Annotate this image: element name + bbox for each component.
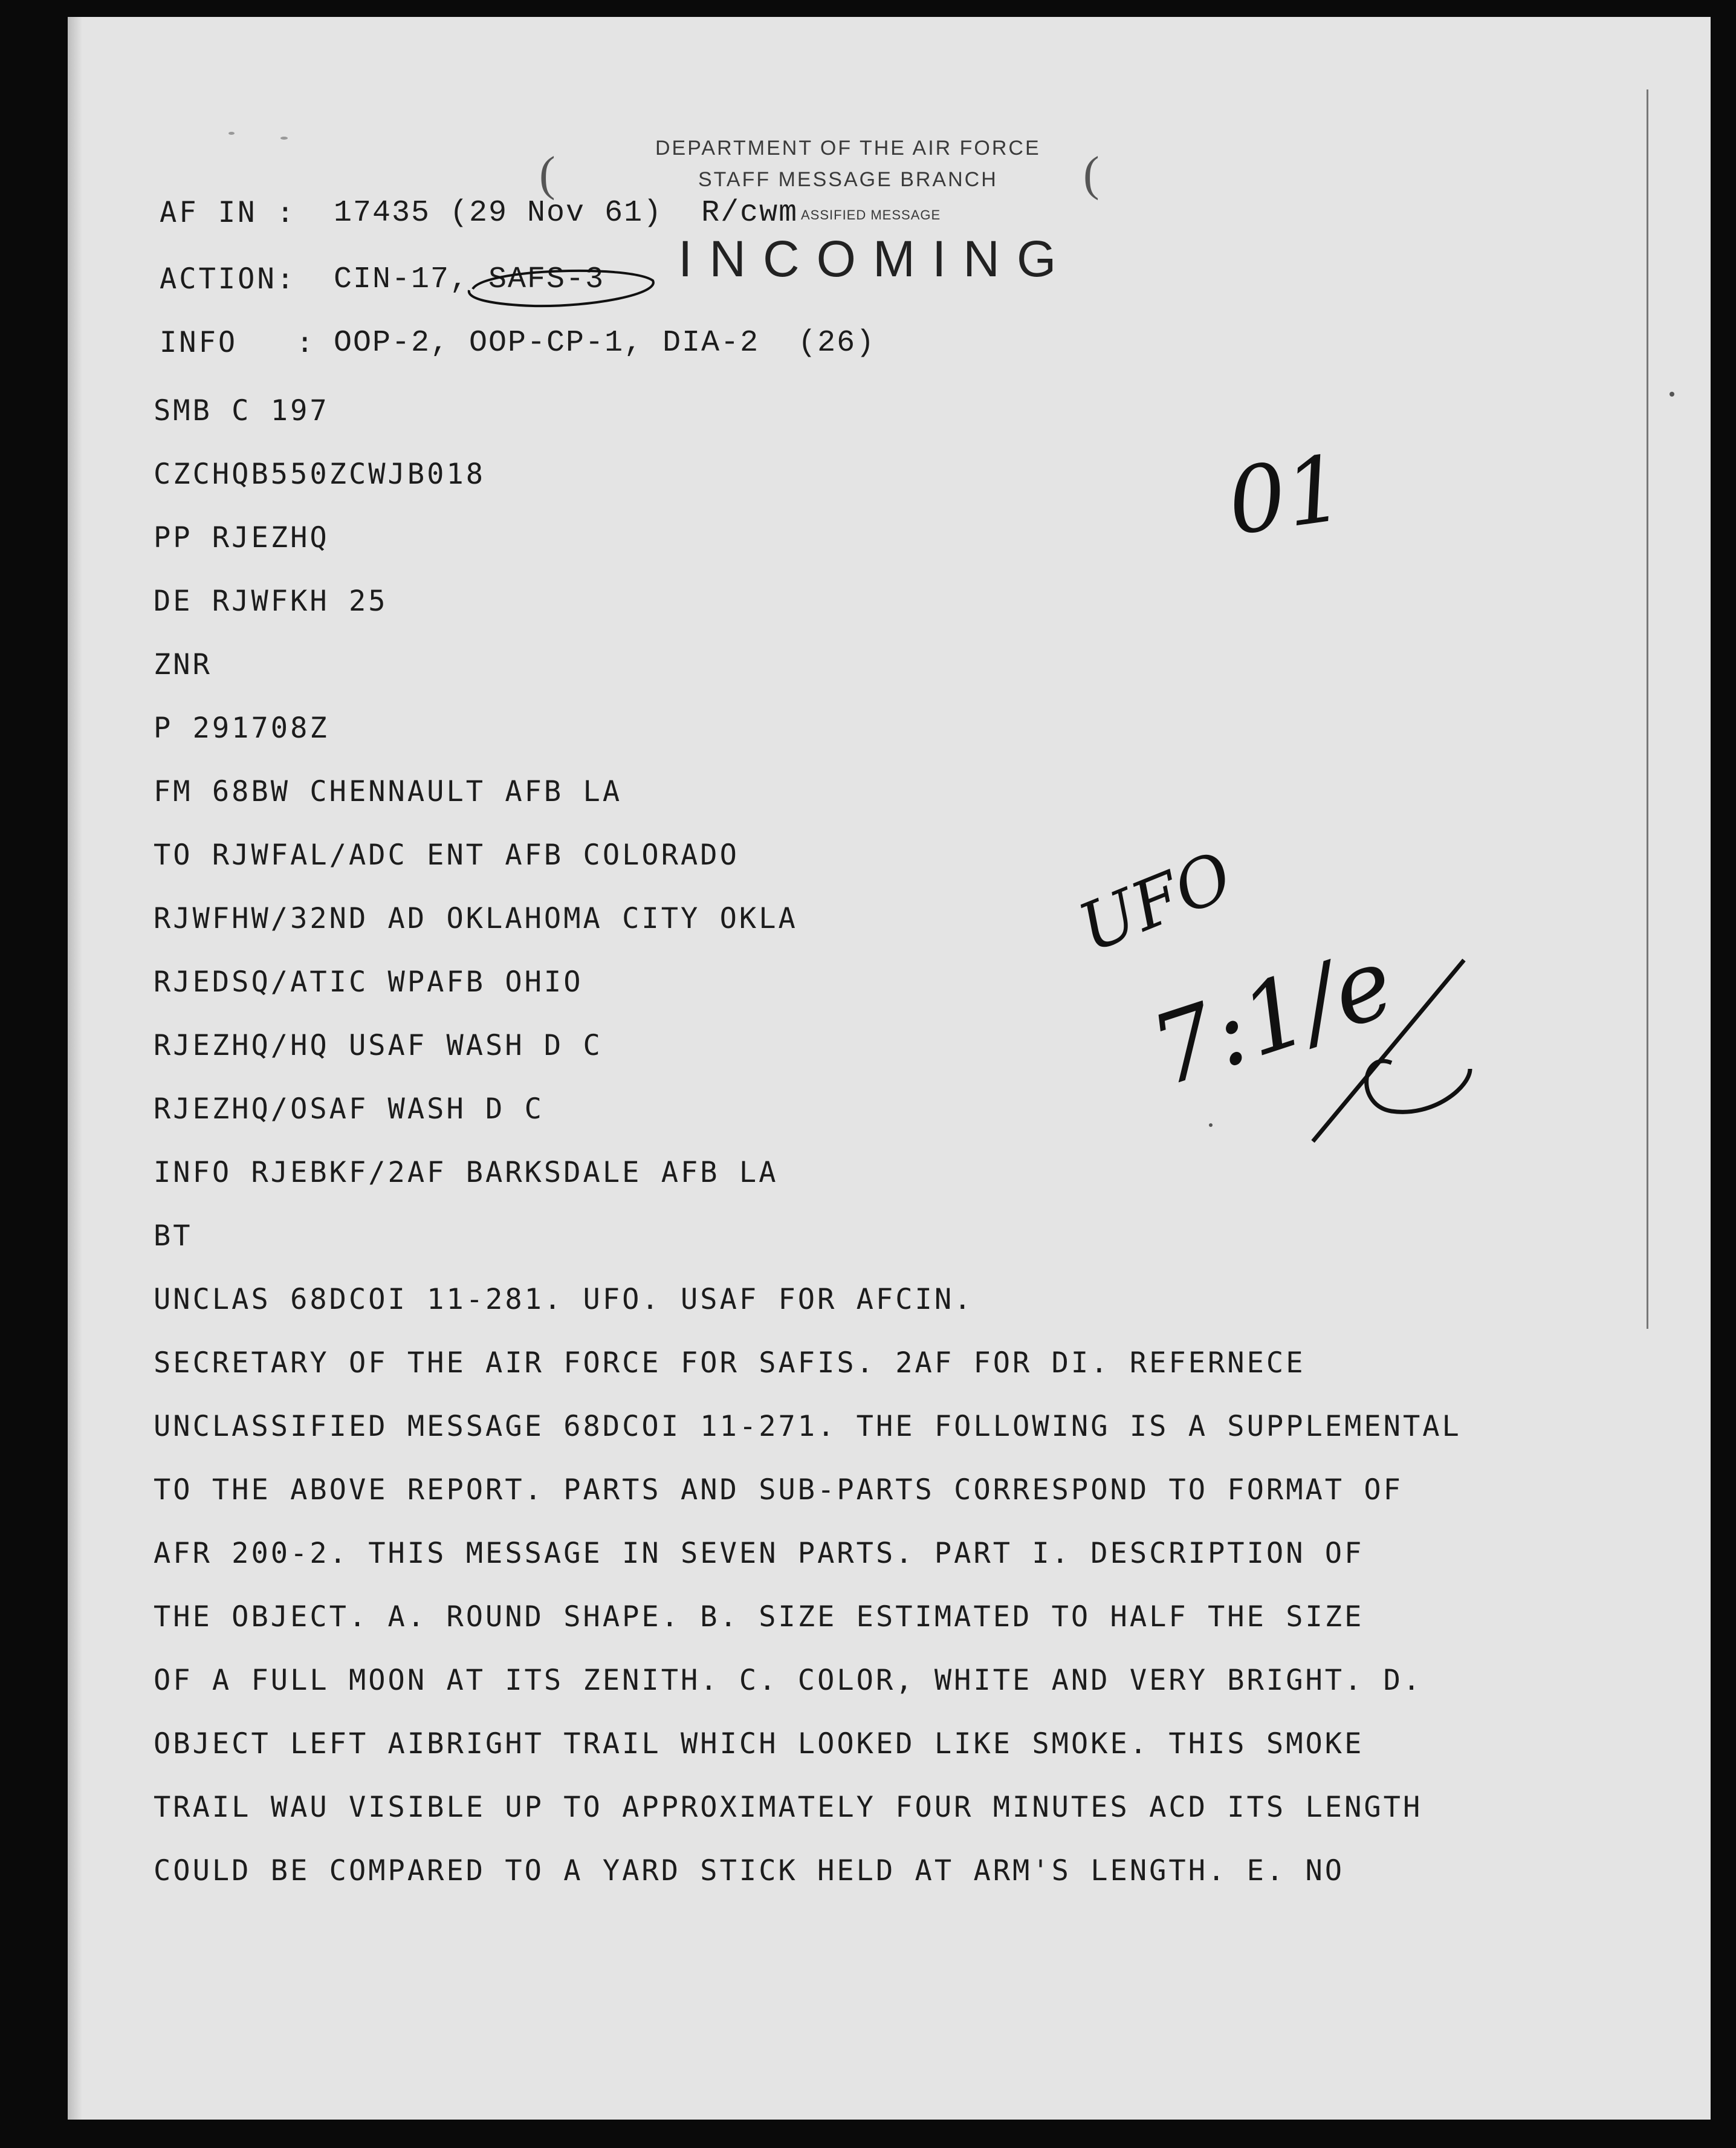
- branch-heading: STAFF MESSAGE BRANCH: [698, 168, 998, 191]
- handwritten-swirl-mark: [1289, 948, 1482, 1153]
- message-line: RJWFHW/32ND AD OKLAHOMA CITY OKLA: [154, 902, 798, 935]
- message-line: AFR 200-2. THIS MESSAGE IN SEVEN PARTS. PART I. DESCRIPTION OF: [154, 1537, 1364, 1570]
- handwritten-circle-mark: [461, 264, 660, 311]
- message-line: BT: [154, 1219, 193, 1253]
- af-in-value: 17435 (29 Nov 61) R/cwm: [334, 196, 798, 230]
- message-line: INFO RJEBKF/2AF BARKSDALE AFB LA: [154, 1156, 779, 1189]
- message-line: P 291708Z: [154, 712, 329, 745]
- message-line: DE RJWFKH 25: [154, 585, 388, 618]
- info-label: INFO :: [160, 326, 316, 359]
- right-bracket-mark: (: [1083, 148, 1100, 201]
- message-line: CZCHQB550ZCWJB018: [154, 458, 486, 491]
- handwritten-ufo-note: UFO: [1068, 837, 1243, 967]
- scan-speck: [228, 132, 235, 135]
- department-heading: DEPARTMENT OF THE AIR FORCE: [655, 137, 1041, 160]
- message-line: OF A FULL MOON AT ITS ZENITH. C. COLOR, WHITE AND VERY BRIGHT. D.: [154, 1664, 1423, 1697]
- left-bracket-mark: (: [539, 148, 555, 201]
- message-line: OBJECT LEFT AIBRIGHT TRAIL WHICH LOOKED LIKE SMOKE. THIS SMOKE: [154, 1727, 1364, 1760]
- handwritten-date-note: 7:1/e: [1138, 924, 1407, 1109]
- message-line: UNCLASSIFIED MESSAGE 68DCOI 11-271. THE FOLLOWING IS A SUPPLEMENTAL: [154, 1410, 1462, 1443]
- message-line: TRAIL WAU VISIBLE UP TO APPROXIMATELY FOUR MINUTES ACD ITS LENGTH: [154, 1791, 1423, 1824]
- message-line: PP RJEZHQ: [154, 521, 329, 554]
- scan-speck: [1670, 392, 1674, 397]
- message-line: FM 68BW CHENNAULT AFB LA: [154, 775, 623, 808]
- scan-speck: [1209, 1123, 1213, 1127]
- message-line: TO THE ABOVE REPORT. PARTS AND SUB-PARTS CORRESPOND TO FORMAT OF: [154, 1473, 1403, 1507]
- document-page: [68, 17, 1711, 2120]
- message-line: TO RJWFAL/ADC ENT AFB COLORADO: [154, 839, 739, 872]
- page-edge-shadow: [68, 17, 82, 2120]
- message-line: RJEZHQ/OSAF WASH D C: [154, 1092, 544, 1126]
- scan-speck: [280, 137, 288, 140]
- message-line: RJEDSQ/ATIC WPAFB OHIO: [154, 965, 583, 999]
- message-line: COULD BE COMPARED TO A YARD STICK HELD AT ARM'S LENGTH. E. NO: [154, 1854, 1345, 1887]
- af-in-label: AF IN :: [160, 196, 297, 229]
- message-line: SECRETARY OF THE AIR FORCE FOR SAFIS. 2AF FOR DI. REFERNECE: [154, 1346, 1306, 1380]
- info-value: OOP-2, OOP-CP-1, DIA-2 (26): [334, 326, 876, 360]
- classification-note: ASSIFIED MESSAGE: [801, 207, 941, 222]
- incoming-stamp: INCOMING: [678, 230, 1074, 287]
- action-label: ACTION:: [160, 262, 297, 296]
- message-line: SMB C 197: [154, 394, 329, 427]
- message-line: UNCLAS 68DCOI 11-281. UFO. USAF FOR AFCIN.: [154, 1283, 974, 1316]
- scan-line-artifact: [1647, 89, 1648, 1329]
- action-value: CIN-17, SAFS-3: [334, 262, 605, 297]
- message-line: THE OBJECT. A. ROUND SHAPE. B. SIZE ESTIMATED TO HALF THE SIZE: [154, 1600, 1364, 1634]
- handwritten-number: 01: [1221, 435, 1351, 556]
- message-line: ZNR: [154, 648, 212, 681]
- message-line: RJEZHQ/HQ USAF WASH D C: [154, 1029, 603, 1062]
